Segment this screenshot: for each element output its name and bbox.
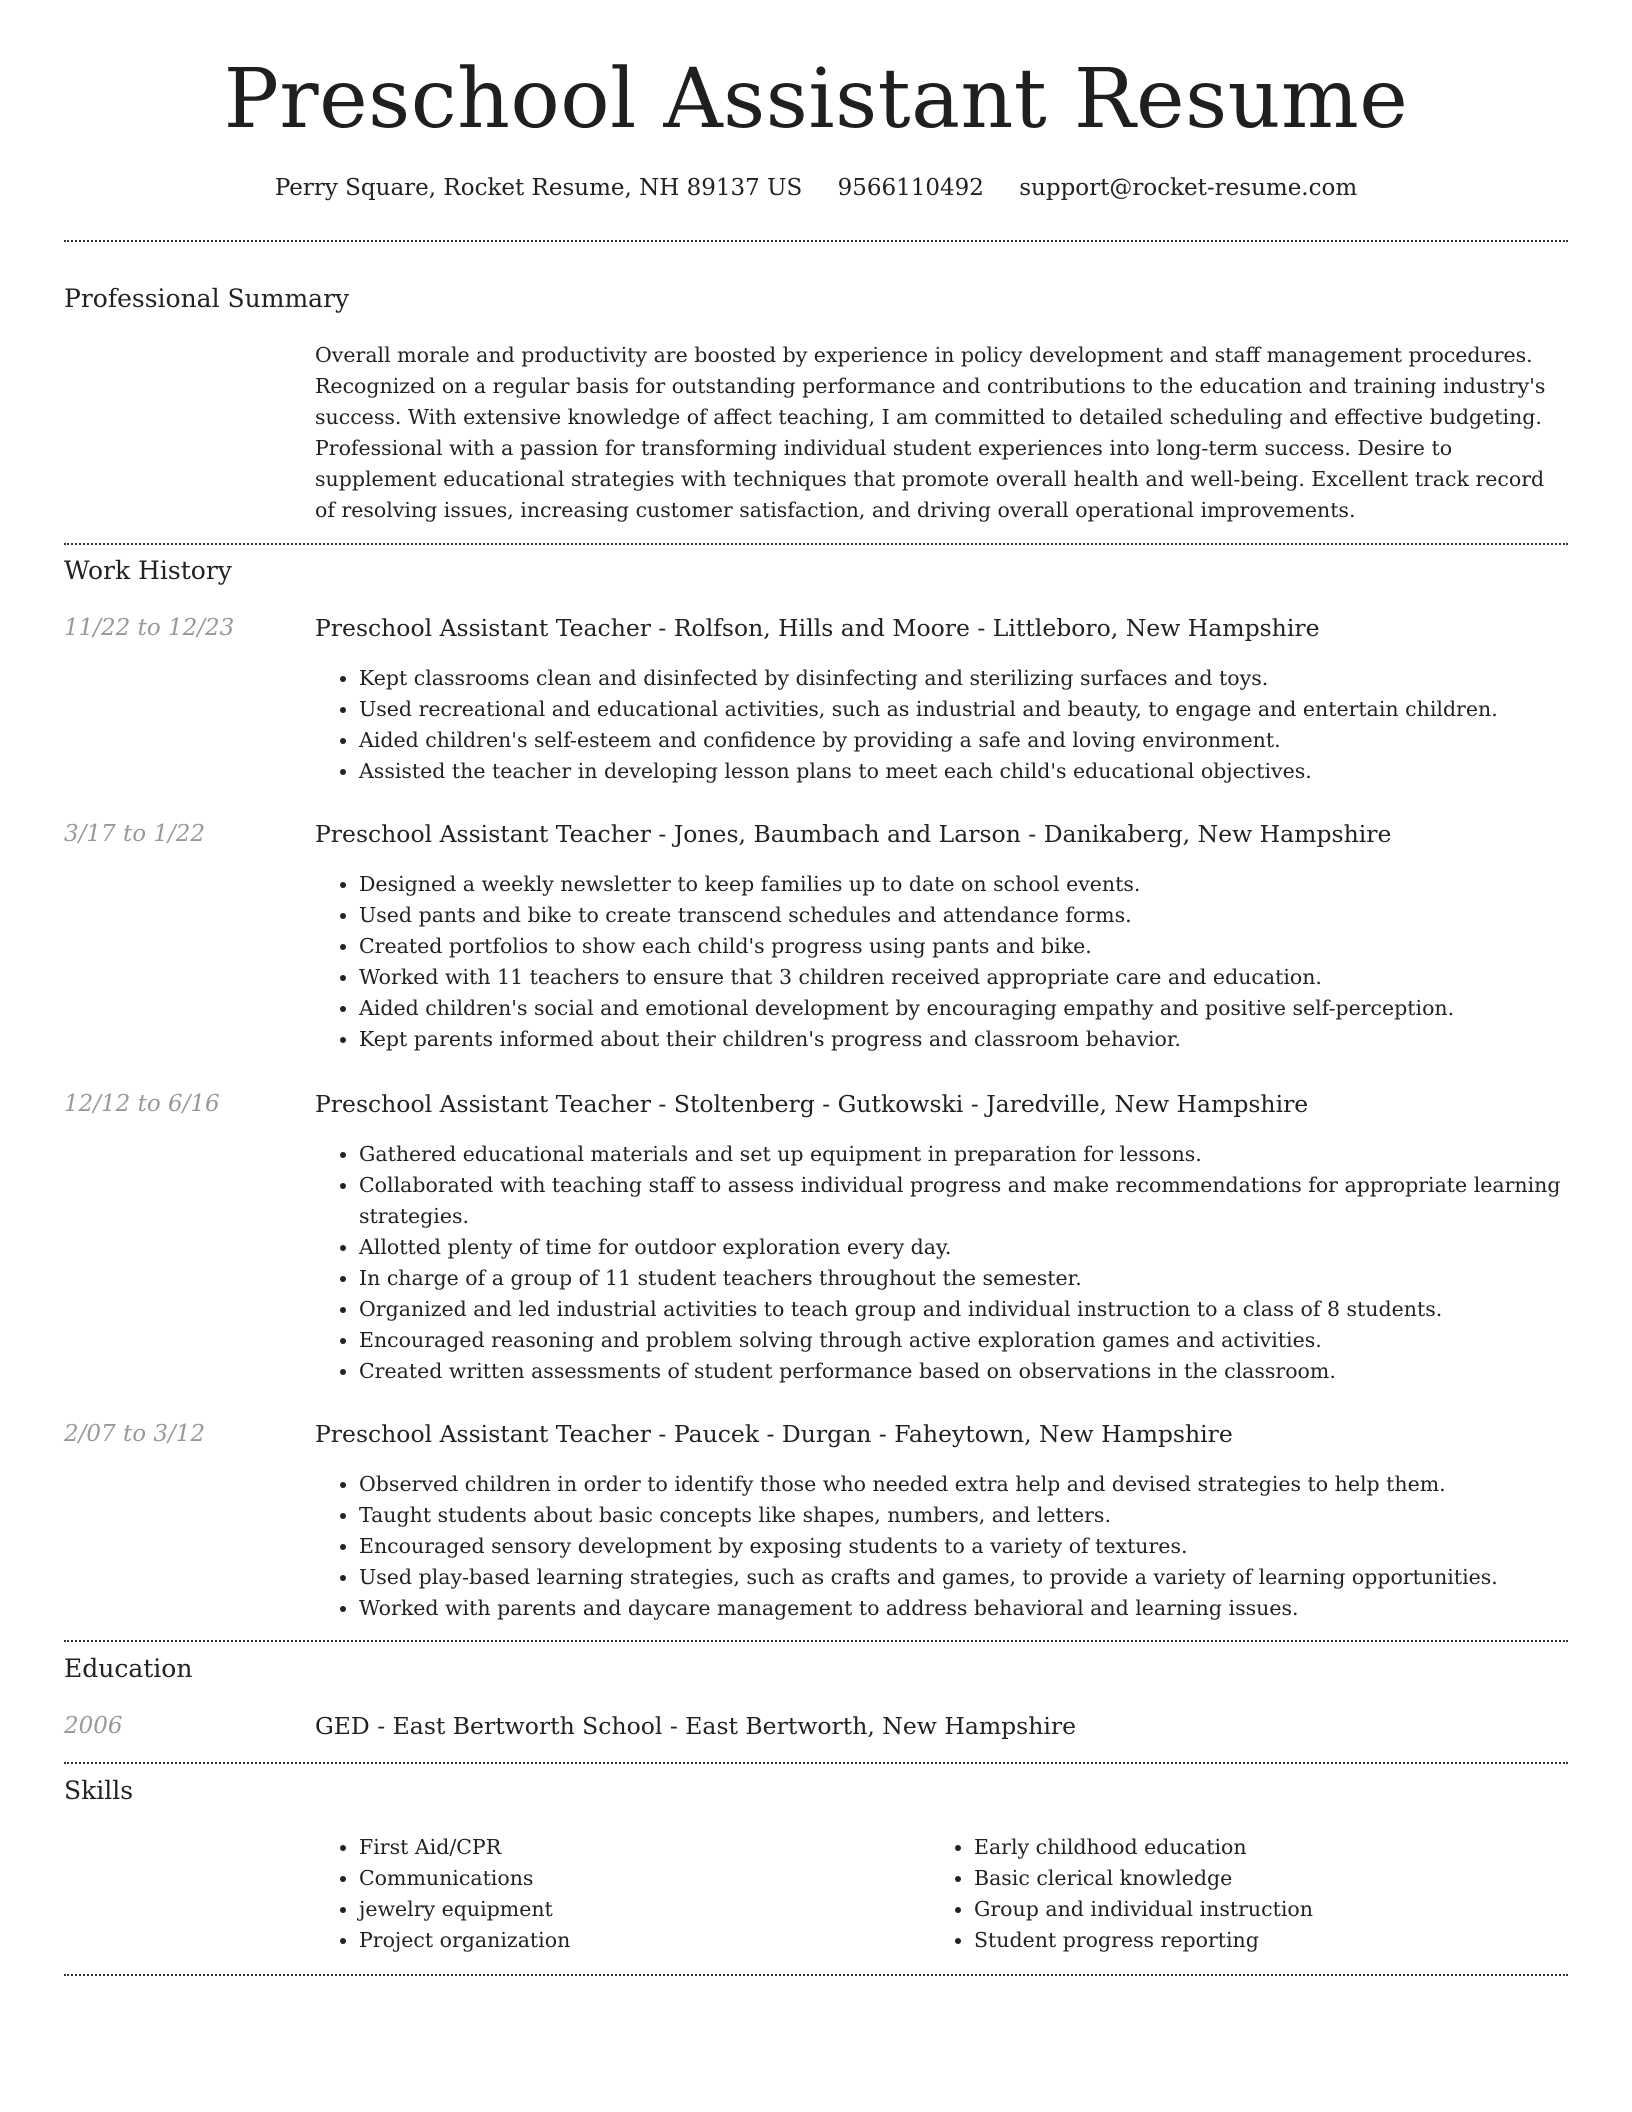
job-title: Preschool Assistant Teacher - Rolfson, Hills and Moore - Littleboro, New Hampshire	[315, 614, 1320, 642]
list-item: • Early childhood education	[974, 1832, 1490, 1863]
job-dates: 3/17 to 1/22	[64, 821, 206, 847]
skills-list-right	[930, 1832, 1490, 1956]
list-item: • jewelry equipment	[359, 1894, 875, 1925]
list-item: • Collaborated with teaching staff to assess individual progress and make recommendations for appropriate learning strategies.	[359, 1170, 1568, 1232]
contact-email: support@rocket-resume.com	[1019, 175, 1358, 201]
divider	[64, 1640, 1568, 1642]
contact-line	[64, 172, 1568, 204]
list-item: • Created written assessments of student performance based on observations in the classroom.	[359, 1356, 1568, 1387]
list-item: • Kept classrooms clean and disinfected by disinfecting and sterilizing surfaces and toys.	[359, 663, 1568, 694]
list-item: • Aided children's self-esteem and confidence by providing a safe and loving environment.	[359, 725, 1568, 756]
list-item: • Used pants and bike to create transcend schedules and attendance forms.	[359, 900, 1568, 931]
divider	[64, 1974, 1568, 1976]
education-year: 2006	[64, 1713, 123, 1739]
list-item: • Kept parents informed about their children's progress and classroom behavior.	[359, 1024, 1568, 1055]
list-item: • Organized and led industrial activities to teach group and individual instruction to a class of 8 students.	[359, 1294, 1568, 1325]
job-bullets	[315, 1139, 1568, 1387]
summary-heading: Professional Summary	[64, 284, 350, 313]
contact-address: Perry Square, Rocket Resume, NH 89137 US	[274, 175, 803, 201]
job-dates: 12/12 to 6/16	[64, 1091, 220, 1117]
list-item: • Project organization	[359, 1925, 875, 1956]
job-bullets	[315, 663, 1568, 787]
divider	[64, 240, 1568, 242]
list-item: • Communications	[359, 1863, 875, 1894]
list-item: • Encouraged sensory development by exposing students to a variety of textures.	[359, 1531, 1568, 1562]
job-title: Preschool Assistant Teacher - Jones, Baumbach and Larson - Danikaberg, New Hampshire	[315, 820, 1392, 848]
summary-text: Overall morale and productivity are boosted by experience in policy development and staff management procedures. Recognized on a regular basis for outstanding performance and contributions to the education and training industry's success. With extensive knowledge of affect teaching, I am committed to detailed scheduling and effective budgeting. Professional with a passion for transforming individual student experiences into long-term success. Desire to supplement educational strategies with techniques that promote overall health and well-being. Excellent track record of resolving issues, increasing customer satisfaction, and driving overall operational improvements.	[315, 343, 1546, 522]
list-item: • Used recreational and educational activities, such as industrial and beauty, to engage and entertain children.	[359, 694, 1568, 725]
list-item: • First Aid/CPR	[359, 1832, 875, 1863]
education-heading: Education	[64, 1654, 193, 1683]
list-item: • In charge of a group of 11 student teachers throughout the semester.	[359, 1263, 1568, 1294]
page-title: Preschool Assistant Resume	[223, 52, 1409, 147]
contact-phone: 9566110492	[837, 175, 984, 201]
job-bullets	[315, 1469, 1568, 1624]
divider	[64, 1762, 1568, 1764]
divider	[64, 543, 1568, 545]
list-item: • Assisted the teacher in developing lesson plans to meet each child's educational objectives.	[359, 756, 1568, 787]
list-item: • Aided children's social and emotional development by encouraging empathy and positive self-perception.	[359, 993, 1568, 1024]
education-entry: GED - East Bertworth School - East Bertworth, New Hampshire	[315, 1712, 1077, 1740]
job-bullets	[315, 869, 1568, 1055]
job-dates: 11/22 to 12/23	[64, 615, 235, 641]
skills-list-left	[315, 1832, 875, 1956]
list-item: • Worked with parents and daycare management to address behavioral and learning issues.	[359, 1593, 1568, 1624]
job-dates: 2/07 to 3/12	[64, 1421, 206, 1447]
list-item: • Designed a weekly newsletter to keep families up to date on school events.	[359, 869, 1568, 900]
list-item: • Group and individual instruction	[974, 1894, 1490, 1925]
list-item: • Taught students about basic concepts like shapes, numbers, and letters.	[359, 1500, 1568, 1531]
list-item: • Gathered educational materials and set up equipment in preparation for lessons.	[359, 1139, 1568, 1170]
list-item: • Encouraged reasoning and problem solving through active exploration games and activities.	[359, 1325, 1568, 1356]
list-item: • Used play-based learning strategies, such as crafts and games, to provide a variety of learning opportunities.	[359, 1562, 1568, 1593]
skills-heading: Skills	[64, 1776, 134, 1805]
list-item: • Observed children in order to identify those who needed extra help and devised strategies to help them.	[359, 1469, 1568, 1500]
list-item: • Worked with 11 teachers to ensure that 3 children received appropriate care and education.	[359, 962, 1568, 993]
list-item: • Created portfolios to show each child's progress using pants and bike.	[359, 931, 1568, 962]
list-item: • Basic clerical knowledge	[974, 1863, 1490, 1894]
job-title: Preschool Assistant Teacher - Paucek - Durgan - Faheytown, New Hampshire	[315, 1420, 1233, 1448]
job-title: Preschool Assistant Teacher - Stoltenberg - Gutkowski - Jaredville, New Hampshire	[315, 1090, 1309, 1118]
list-item: • Student progress reporting	[974, 1925, 1490, 1956]
work-heading: Work History	[64, 556, 232, 585]
list-item: • Allotted plenty of time for outdoor exploration every day.	[359, 1232, 1568, 1263]
